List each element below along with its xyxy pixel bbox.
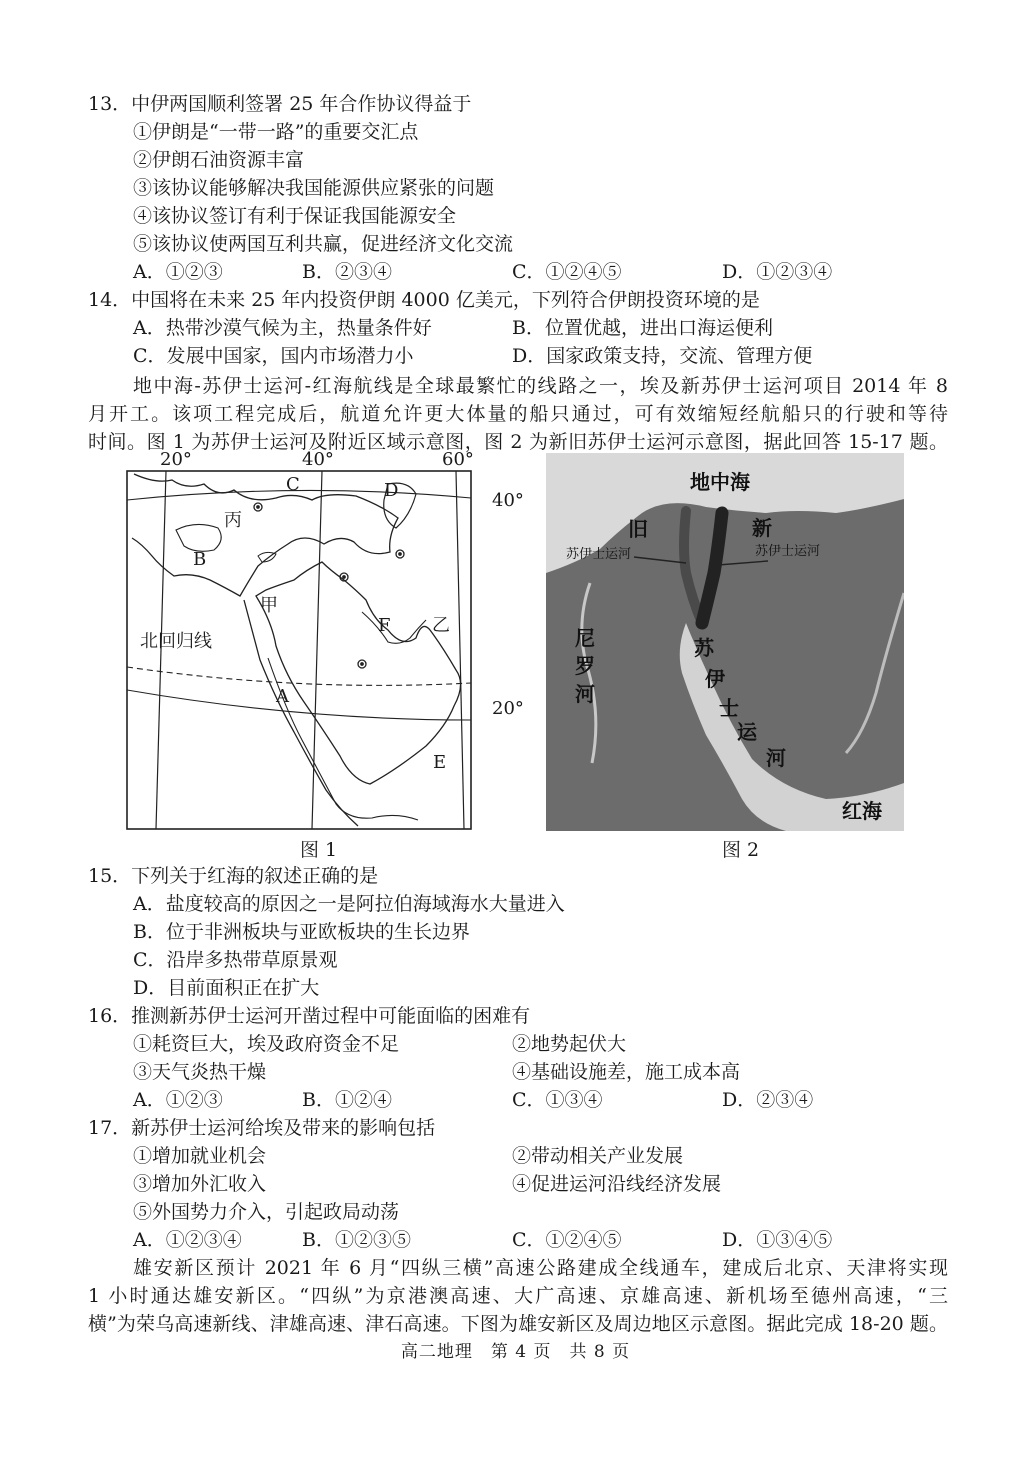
fig1-label-b: B	[193, 549, 207, 570]
passage1-line-1: 地中海-苏伊士运河-红海航线是全球最繁忙的线路之一，埃及新苏伊士运河项目 2014 年 8	[133, 375, 948, 397]
figure1-caption: 图 1	[300, 839, 338, 861]
passage1-line-3: 时间。图 1 为苏伊士运河及附近区域示意图，图 2 为新旧苏伊士运河示意图，据此回答 15-17 题。	[88, 431, 948, 453]
fig2-label-new: 新	[752, 516, 772, 540]
q13-option-a: A．①②③	[133, 261, 223, 283]
q13-item-4: ④该协议签订有利于保证我国能源安全	[133, 205, 457, 227]
q14-option-a: A．热带沙漠气候为主，热量条件好	[133, 317, 432, 339]
fig1-label-a: A	[276, 686, 289, 707]
fig2-label-nile-3: 河	[575, 682, 595, 706]
fig2-label-nile-2: 罗	[575, 654, 595, 678]
fig2-label-suez-5: 河	[766, 746, 786, 770]
passage2-line-3: 横”为荣乌高速新线、津雄高速、津石高速。下图为雄安新区及周边地区示意图。据此完成 18-20 题。	[88, 1313, 948, 1335]
q17-stem: 17．新苏伊士运河给埃及带来的影响包括	[88, 1117, 436, 1139]
fig1-label-e: E	[433, 752, 447, 773]
q16-stem: 16．推测新苏伊士运河开凿过程中可能面临的困难有	[88, 1005, 531, 1027]
q13-item-2: ②伊朗石油资源丰富	[133, 149, 305, 171]
q17-option-a: A．①②③④	[133, 1229, 242, 1251]
q13-item-3: ③该协议能够解决我国能源供应紧张的问题	[133, 177, 495, 199]
q14-option-b: B．位置优越，进出口海运便利	[512, 317, 773, 339]
fig2-label-red-sea: 红海	[842, 799, 882, 823]
q17-item-3: ③增加外汇收入	[133, 1173, 267, 1195]
fig1-label-c: C	[286, 474, 300, 495]
q13-option-c: C．①②④⑤	[512, 261, 622, 283]
fig2-label-mediterranean: 地中海	[690, 470, 750, 494]
q17-option-b: B．①②③⑤	[302, 1229, 411, 1251]
q16-option-a: A．①②③	[133, 1089, 223, 1111]
fig1-label-jia: 甲	[260, 595, 278, 616]
fig2-label-suez-1: 苏	[694, 636, 714, 660]
fig1-lon-20: 20°	[160, 449, 192, 470]
q15-stem: 15．下列关于红海的叙述正确的是	[88, 865, 379, 887]
q14-option-c: C．发展中国家，国内市场潜力小	[133, 345, 414, 367]
fig2-label-suez-2: 伊	[705, 667, 725, 691]
q13-item-1: ①伊朗是“一带一路”的重要交汇点	[133, 121, 419, 143]
fig1-label-f: F	[378, 615, 391, 636]
q15-option-b: B．位于非洲板块与亚欧板块的生长边界	[133, 921, 470, 943]
q17-item-2: ②带动相关产业发展	[512, 1145, 684, 1167]
q16-item-2: ②地势起伏大	[512, 1033, 627, 1055]
fig1-lon-40: 40°	[302, 449, 334, 470]
q16-option-c: C．①③④	[512, 1089, 603, 1111]
figure2-map	[546, 453, 904, 831]
fig1-lon-60: 60°	[442, 449, 474, 470]
fig1-label-bing: 丙	[224, 510, 242, 531]
q13-item-5: ⑤该协议使两国互利共赢，促进经济文化交流	[133, 233, 514, 255]
fig1-label-d: D	[384, 480, 399, 501]
passage2-line-2: 1 小时通达雄安新区。“四纵”为京港澳高速、大广高速、京雄高速、新机场至德州高速，“三	[88, 1285, 948, 1307]
fig2-label-nile-1: 尼	[575, 626, 595, 650]
passage2-line-1: 雄安新区预计 2021 年 6 月“四纵三横”高速公路建成全线通车，建成后北京、天津将实现	[133, 1257, 948, 1279]
fig2-label-old-canal: 苏伊士运河	[566, 547, 632, 562]
fig1-lat-20: 20°	[492, 698, 524, 719]
q17-item-1: ①增加就业机会	[133, 1145, 267, 1167]
q14-option-d: D．国家政策支持，交流、管理方便	[512, 345, 813, 367]
fig1-label-yi: 乙	[432, 615, 450, 636]
q17-item-4: ④促进运河沿线经济发展	[512, 1173, 722, 1195]
figure2-map-drawing	[546, 453, 904, 831]
q13-stem: 13．中伊两国顺利签署 25 年合作协议得益于	[88, 93, 472, 115]
fig2-label-suez-4: 运	[737, 720, 757, 744]
page-footer: 高二地理 第 4 页 共 8 页	[400, 1342, 631, 1362]
q16-item-3: ③天气炎热干燥	[133, 1061, 267, 1083]
q13-option-d: D．①②③④	[722, 261, 833, 283]
fig2-label-suez-3: 士	[719, 696, 739, 720]
fig2-label-new-canal: 苏伊士运河	[755, 544, 821, 559]
q15-option-d: D．目前面积正在扩大	[133, 977, 320, 999]
q17-option-c: C．①②④⑤	[512, 1229, 622, 1251]
q17-item-5: ⑤外国势力介入，引起政局动荡	[133, 1201, 400, 1223]
q16-option-b: B．①②④	[302, 1089, 392, 1111]
q15-option-c: C．沿岸多热带草原景观	[133, 949, 338, 971]
q17-option-d: D．①③④⑤	[722, 1229, 833, 1251]
q13-option-b: B．②③④	[302, 261, 392, 283]
fig1-lat-40: 40°	[492, 490, 524, 511]
fig1-tropic-label: 北回归线	[140, 631, 212, 652]
figure2-caption: 图 2	[722, 839, 760, 861]
passage1-line-2: 月开工。该项工程完成后，航道允许更大体量的船只通过，可有效缩短经航船只的行驶和等待	[88, 403, 948, 425]
fig2-label-old: 旧	[628, 517, 648, 541]
q16-option-d: D．②③④	[722, 1089, 814, 1111]
q16-item-1: ①耗资巨大，埃及政府资金不足	[133, 1033, 400, 1055]
q15-option-a: A．盐度较高的原因之一是阿拉伯海域海水大量进入	[133, 893, 565, 915]
q14-stem: 14．中国将在未来 25 年内投资伊朗 4000 亿美元，下列符合伊朗投资环境的是	[88, 289, 760, 311]
q16-item-4: ④基础设施差，施工成本高	[512, 1061, 741, 1083]
